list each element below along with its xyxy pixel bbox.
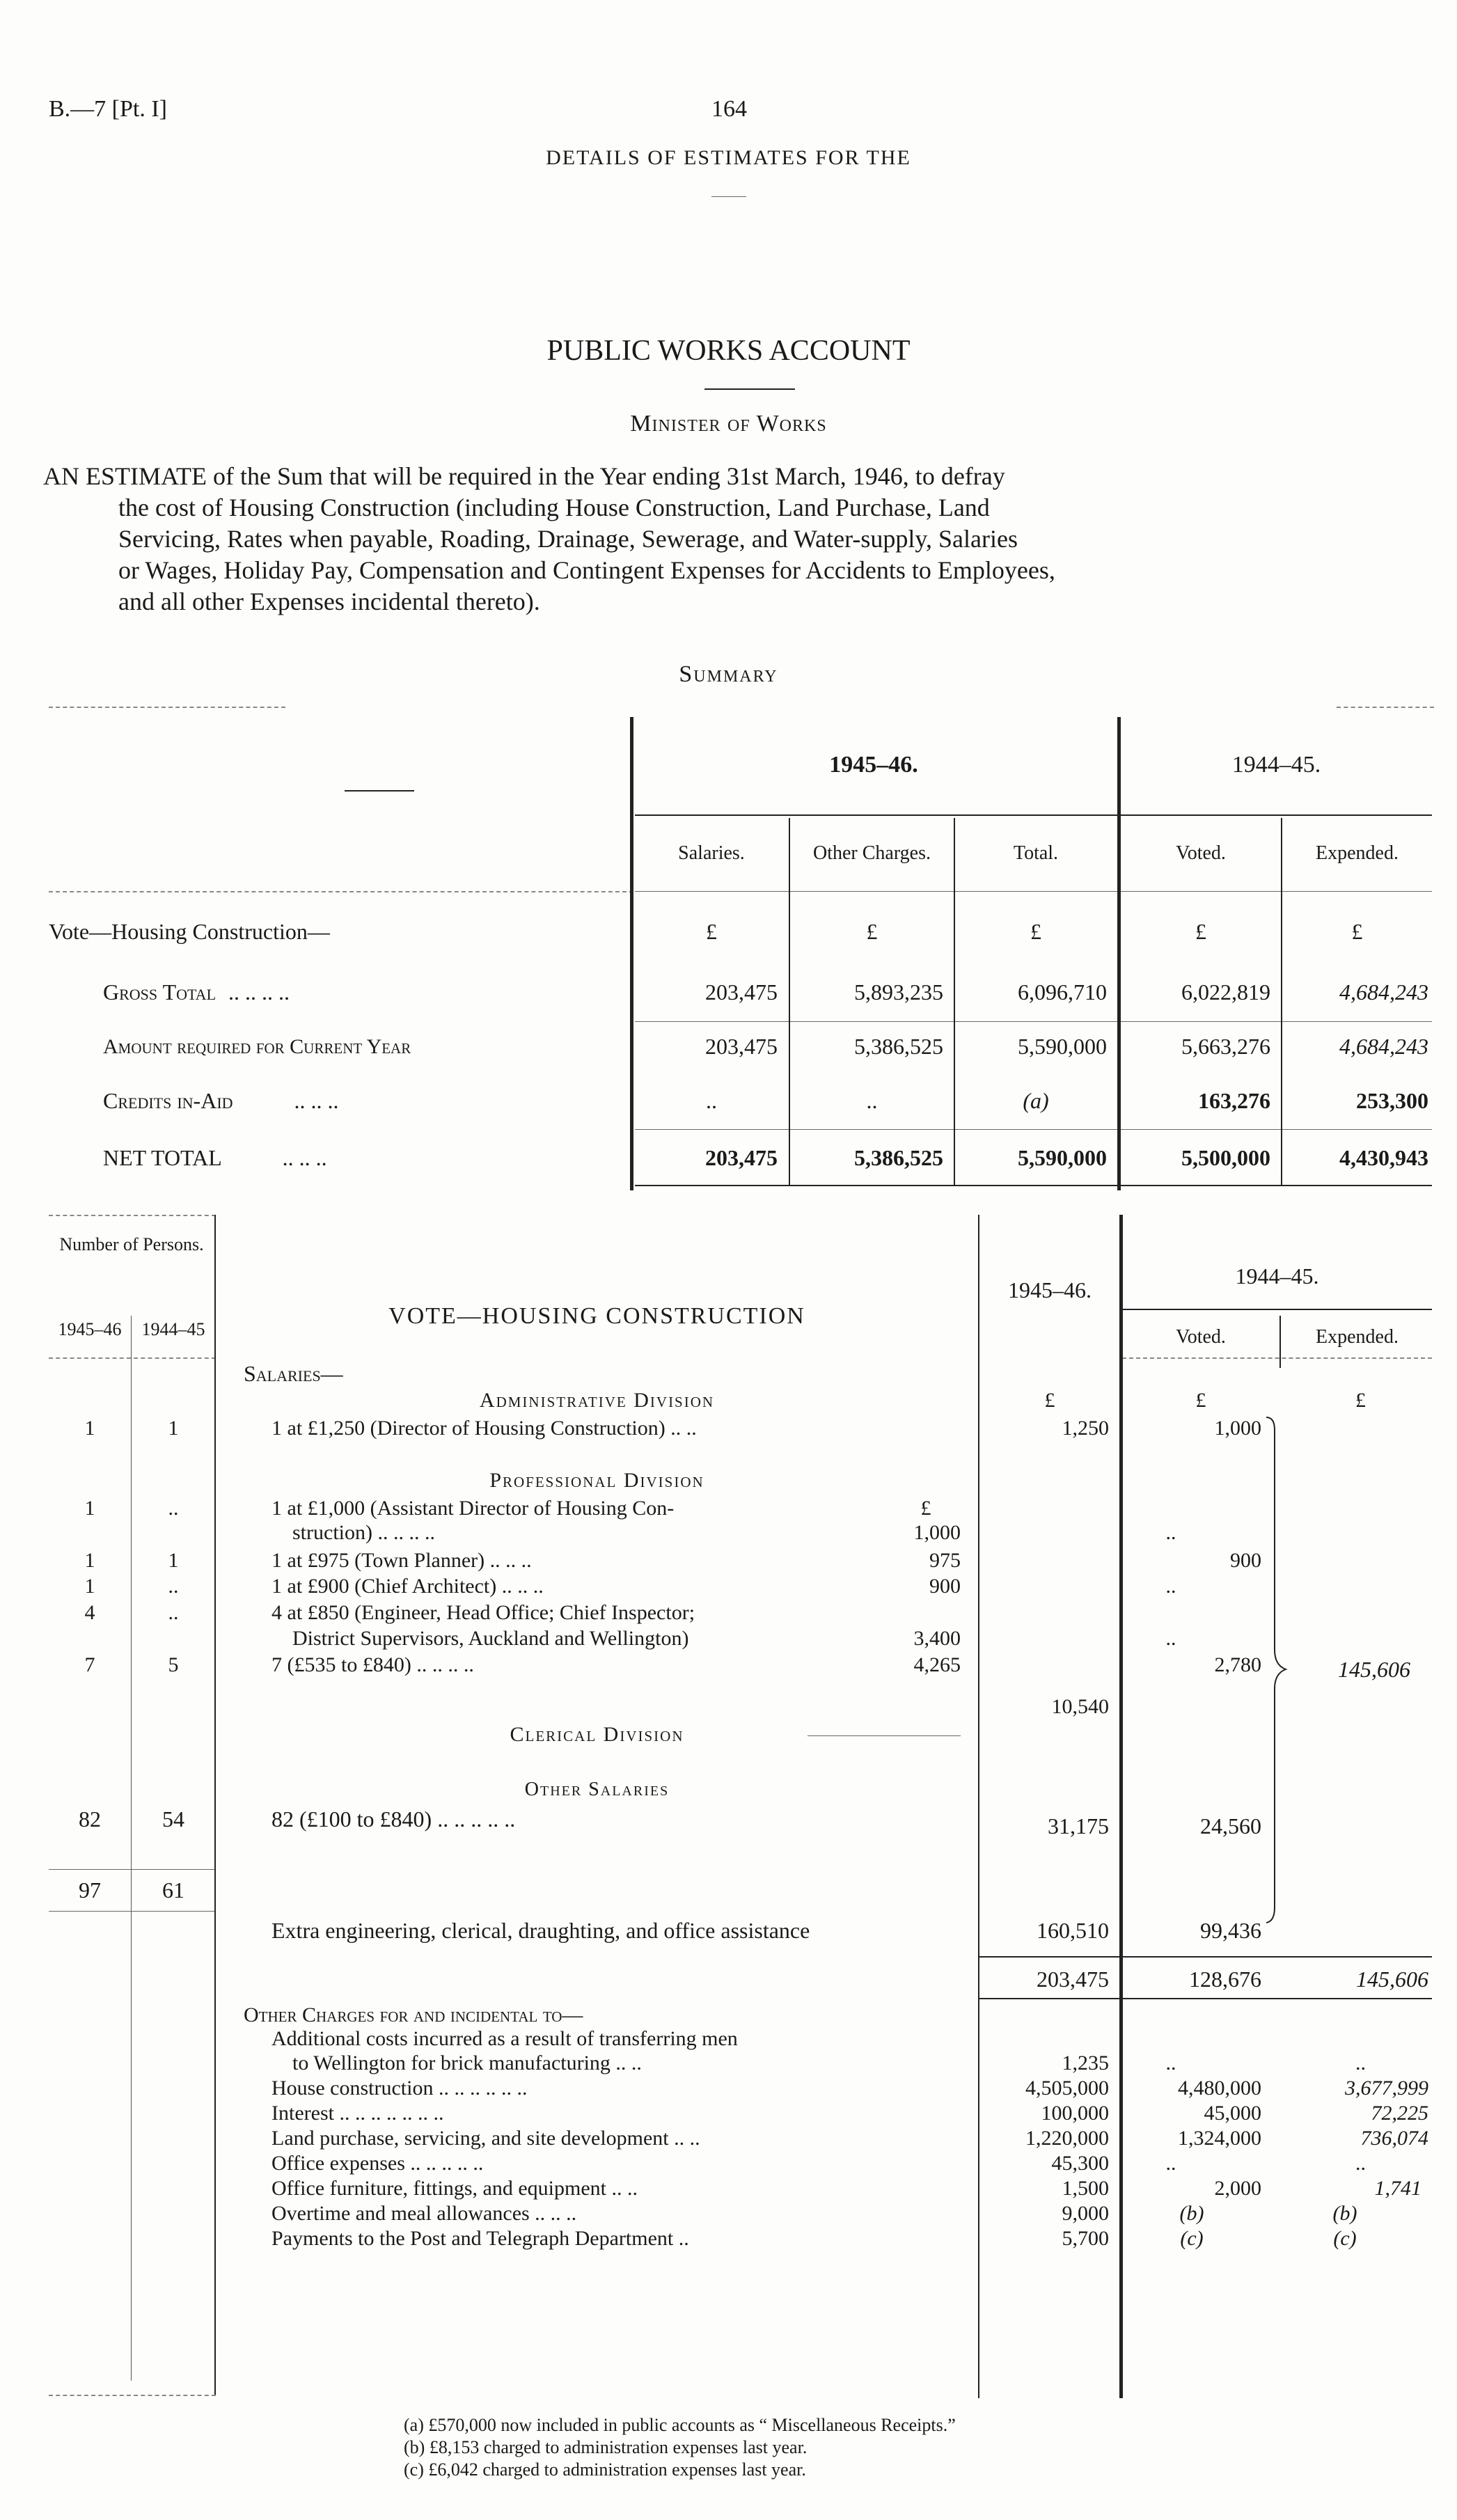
persons-1944: 54 xyxy=(162,1806,184,1832)
amount-expended: (c) xyxy=(1333,2227,1357,2250)
line-item-text: District Supervisors, Auckland and Wellington) xyxy=(292,1627,689,1650)
line-item-text: House construction .. .. .. .. .. .. xyxy=(271,2077,528,2100)
rule xyxy=(1122,1357,1432,1359)
expended-value: 4,430,943 xyxy=(1339,1145,1428,1170)
other-charges-value: 5,893,235 xyxy=(854,979,943,1005)
amount-voted: (c) xyxy=(1180,2227,1204,2250)
line-item-text: 1 at £1,000 (Assistant Director of Housing Con- xyxy=(271,1497,675,1520)
persons-1944: .. xyxy=(168,1575,179,1598)
amount-voted: 4,480,000 xyxy=(1178,2077,1261,2100)
footnote: (c) £6,042 charged to administration expenses last year. xyxy=(404,2459,806,2480)
currency-symbol: £ xyxy=(1355,1389,1366,1412)
amount-current: 1,500 xyxy=(1062,2177,1109,2200)
persons-total-1945: 97 xyxy=(79,1877,101,1903)
amount-expended: 736,074 xyxy=(1360,2127,1428,2150)
currency-symbol: £ xyxy=(920,1497,931,1520)
line-item-text: Additional costs incurred as a result of transferring men xyxy=(271,2027,738,2050)
total-value: 5,590,000 xyxy=(1018,1034,1107,1059)
amount-voted: 45,000 xyxy=(1204,2102,1261,2125)
salaries-expended: 145,606 xyxy=(1338,1657,1410,1682)
column-header: Other Charges. xyxy=(813,842,931,864)
other-charges-value: 5,386,525 xyxy=(854,1034,943,1059)
salaries-heading: Salaries— xyxy=(244,1361,343,1386)
amount-expended: (b) xyxy=(1332,2202,1357,2225)
persons-1944: .. xyxy=(168,1601,179,1624)
voted-value: 5,500,000 xyxy=(1181,1145,1270,1170)
amount-voted: .. xyxy=(1165,1521,1176,1544)
amount-voted: 99,436 xyxy=(1200,1918,1261,1943)
amount-current: 1,220,000 xyxy=(1025,2127,1109,2150)
estimate-line: or Wages, Holiday Pay, Compensation and Contingent Expenses for Accidents to Employees, xyxy=(118,556,1055,584)
persons-1945: 4 xyxy=(84,1601,95,1624)
amount-voted: 2,000 xyxy=(1214,2177,1261,2200)
amount-current: 160,510 xyxy=(1037,1918,1109,1943)
line-item-text: Interest .. .. .. .. .. .. .. xyxy=(271,2102,444,2125)
amount-voted: 1,000 xyxy=(1214,1417,1261,1440)
amount-voted: (b) xyxy=(1179,2202,1204,2225)
voted-value: 5,663,276 xyxy=(1181,1034,1270,1059)
footnote: (b) £8,153 charged to administration expenses last year. xyxy=(404,2437,808,2457)
persons-1944: .. xyxy=(168,1497,179,1520)
currency-symbol: £ xyxy=(1044,1389,1055,1412)
year-current-heading: 1945–46. xyxy=(829,752,918,778)
year-previous-heading: 1944–45. xyxy=(1231,752,1321,778)
persons-1944: 5 xyxy=(168,1653,179,1676)
rule xyxy=(49,1357,216,1359)
sub-amount: 975 xyxy=(929,1549,961,1572)
currency-symbol: £ xyxy=(706,919,717,944)
column-rule xyxy=(131,1316,132,2381)
expended-value: 253,300 xyxy=(1356,1088,1428,1113)
expended-value: 4,684,243 xyxy=(1339,1034,1428,1059)
line-item-text: Payments to the Post and Telegraph Department .. xyxy=(271,2227,689,2250)
salaries-total-expended: 145,606 xyxy=(1356,1967,1428,1992)
total-value: 6,096,710 xyxy=(1018,979,1107,1005)
line-item-text: 7 (£535 to £840) .. .. .. .. xyxy=(271,1653,474,1676)
persons-1944: 1 xyxy=(168,1549,179,1572)
currency-symbol: £ xyxy=(1351,919,1363,944)
persons-year-header: 1944–45 xyxy=(141,1319,205,1339)
amount-expended: 72,225 xyxy=(1371,2102,1428,2125)
persons-1945: 7 xyxy=(84,1653,95,1676)
salaries-value: .. xyxy=(706,1088,717,1113)
row-label-text: Gross Total xyxy=(103,979,216,1005)
voted-value: 163,276 xyxy=(1198,1088,1270,1113)
salaries-value: 203,475 xyxy=(705,1145,778,1170)
amount-voted: 1,324,000 xyxy=(1178,2127,1261,2150)
leader-dots: .. .. .. xyxy=(294,1088,339,1113)
amount-voted: .. xyxy=(1165,2152,1176,2175)
division-heading: Administrative Division xyxy=(479,1389,715,1412)
currency-symbol: £ xyxy=(1195,919,1206,944)
voted-value: 6,022,819 xyxy=(1181,979,1270,1005)
persons-1945: 82 xyxy=(79,1806,101,1832)
page-number: 164 xyxy=(711,96,747,122)
amount-voted: .. xyxy=(1165,1575,1176,1598)
line-item-text: 1 at £975 (Town Planner) .. .. .. xyxy=(271,1549,532,1572)
persons-1945: 1 xyxy=(84,1497,95,1520)
amount-expended: 3,677,999 xyxy=(1345,2077,1428,2100)
amount-voted: 24,560 xyxy=(1200,1813,1261,1838)
line-item-text: to Wellington for brick manufacturing .. .. xyxy=(292,2052,642,2074)
division-heading: Professional Division xyxy=(489,1469,704,1492)
division-heading: Clerical Division xyxy=(510,1723,684,1746)
persons-total-1944: 61 xyxy=(162,1877,184,1903)
column-header: Total. xyxy=(1013,842,1059,864)
column-header-expended: Expended. xyxy=(1316,1326,1399,1348)
column-header-current: 1945–46. xyxy=(1008,1277,1092,1302)
leader-dots: .. .. .. .. xyxy=(228,979,290,1005)
currency-symbol: £ xyxy=(866,919,878,944)
salaries-total-current: 203,475 xyxy=(1037,1967,1109,1992)
line-item-text: 4 at £850 (Engineer, Head Office; Chief Inspector; xyxy=(271,1601,695,1624)
line-item-text: 1 at £900 (Chief Architect) .. .. .. xyxy=(271,1575,544,1598)
line-item-text: Land purchase, servicing, and site development .. .. xyxy=(271,2127,700,2150)
amount-current: 1,250 xyxy=(1062,1417,1109,1440)
rule xyxy=(49,1869,216,1870)
vote-title: VOTE—HOUSING CONSTRUCTION xyxy=(388,1303,805,1329)
row-label-text: Amount required for Current Year xyxy=(103,1035,411,1058)
amount-expended: .. xyxy=(1355,2152,1366,2175)
amount-expended: .. xyxy=(1355,2052,1366,2074)
persons-1945: 1 xyxy=(84,1575,95,1598)
currency-symbol: £ xyxy=(1030,919,1041,944)
rule xyxy=(1122,1309,1432,1310)
brace-bracket xyxy=(1263,1413,1291,1928)
estimate-line: AN ESTIMATE of the Sum that will be required in the Year ending 31st March, 1946, to defray xyxy=(43,462,1005,490)
expended-value: 4,684,243 xyxy=(1339,979,1428,1005)
amount-voted: .. xyxy=(1165,1627,1176,1650)
other-charges-heading: Other Charges for and incidental to— xyxy=(244,2003,583,2026)
minister-heading: Minister of Works xyxy=(630,411,827,436)
currency-symbol: £ xyxy=(1195,1389,1206,1412)
column-header: Expended. xyxy=(1316,842,1399,864)
summary-heading: Summary xyxy=(679,661,778,687)
amount-current: 9,000 xyxy=(1062,2202,1109,2225)
sub-amount: 3,400 xyxy=(913,1627,961,1650)
line-item-text: Extra engineering, clerical, draughting, and office assistance xyxy=(271,1918,810,1943)
column-rule xyxy=(978,1215,979,2398)
sub-amount: 4,265 xyxy=(913,1653,961,1676)
sub-amount: 900 xyxy=(929,1575,961,1598)
footnotes xyxy=(404,2414,956,2481)
running-title-text: DETAILS OF ESTIMATES FOR THE xyxy=(546,146,911,169)
amount-current: 45,300 xyxy=(1051,2152,1109,2175)
division-subheading: Other Salaries xyxy=(524,1779,670,1800)
other-charges-value: .. xyxy=(866,1088,878,1113)
persons-header: Number of Persons. xyxy=(59,1234,204,1254)
persons-year-header: 1945–46 xyxy=(58,1319,122,1339)
line-item-text: Overtime and meal allowances .. .. .. xyxy=(271,2202,577,2225)
line-item-text: 82 (£100 to £840) .. .. .. .. .. xyxy=(271,1806,516,1832)
footnote: (a) £570,000 now included in public accounts as “ Miscellaneous Receipts.” xyxy=(404,2415,956,2435)
sub-amount: 1,000 xyxy=(913,1521,961,1544)
amount-voted: 900 xyxy=(1230,1549,1261,1572)
vote-label: Vote—Housing Construction— xyxy=(49,919,330,944)
amount-current: 10,540 xyxy=(1051,1695,1109,1718)
amount-expended: 1,741 xyxy=(1374,2177,1421,2200)
salaries-value: 203,475 xyxy=(705,979,778,1005)
line-item-text: Office expenses .. .. .. .. .. xyxy=(271,2152,484,2175)
persons-1945: 1 xyxy=(84,1417,95,1440)
column-header: Salaries. xyxy=(678,842,745,864)
amount-current: 4,505,000 xyxy=(1025,2077,1109,2100)
amount-current: 1,235 xyxy=(1062,2052,1109,2074)
amount-voted: 2,780 xyxy=(1214,1653,1261,1676)
column-header: Voted. xyxy=(1176,842,1226,864)
rule xyxy=(49,2395,216,2396)
rule xyxy=(49,1215,216,1216)
column-rule xyxy=(1279,1316,1281,1368)
persons-1945: 1 xyxy=(84,1549,95,1572)
total-value: 5,590,000 xyxy=(1018,1145,1107,1170)
row-label-text: Credits in-Aid xyxy=(103,1088,233,1113)
amount-current: 31,175 xyxy=(1048,1813,1109,1838)
estimate-line: Servicing, Rates when payable, Roading, Drainage, Sewerage, and Water-supply, Salaries xyxy=(118,525,1018,553)
column-header-previous: 1944–45. xyxy=(1235,1263,1319,1289)
amount-current: 5,700 xyxy=(1062,2227,1109,2250)
document-reference: B.—7 [Pt. I] xyxy=(49,96,167,122)
salaries-value: 203,475 xyxy=(705,1034,778,1059)
page-title: PUBLIC WORKS ACCOUNT xyxy=(546,335,911,367)
total-value: (a) xyxy=(1023,1088,1049,1113)
salaries-total-voted: 128,676 xyxy=(1189,1967,1261,1992)
leader-dots: .. .. .. xyxy=(282,1145,327,1170)
persons-1944: 1 xyxy=(168,1417,179,1440)
column-header-voted: Voted. xyxy=(1176,1326,1226,1348)
line-item-text: Office furniture, fittings, and equipment .. .. xyxy=(271,2177,638,2200)
rule xyxy=(49,1911,216,1912)
line-item-text: 1 at £1,250 (Director of Housing Construction) .. .. xyxy=(271,1417,697,1440)
amount-voted: .. xyxy=(1165,2052,1176,2074)
other-charges-value: 5,386,525 xyxy=(854,1145,943,1170)
line-item-text: struction) .. .. .. .. xyxy=(292,1521,435,1544)
rule xyxy=(978,1998,1432,1999)
amount-current: 100,000 xyxy=(1041,2102,1109,2125)
estimate-line: and all other Expenses incidental thereto). xyxy=(118,588,540,615)
row-label-text: NET TOTAL xyxy=(103,1145,221,1170)
rule xyxy=(978,1956,1432,1958)
estimate-line: the cost of Housing Construction (including House Construction, Land Purchase, Land xyxy=(118,494,990,521)
